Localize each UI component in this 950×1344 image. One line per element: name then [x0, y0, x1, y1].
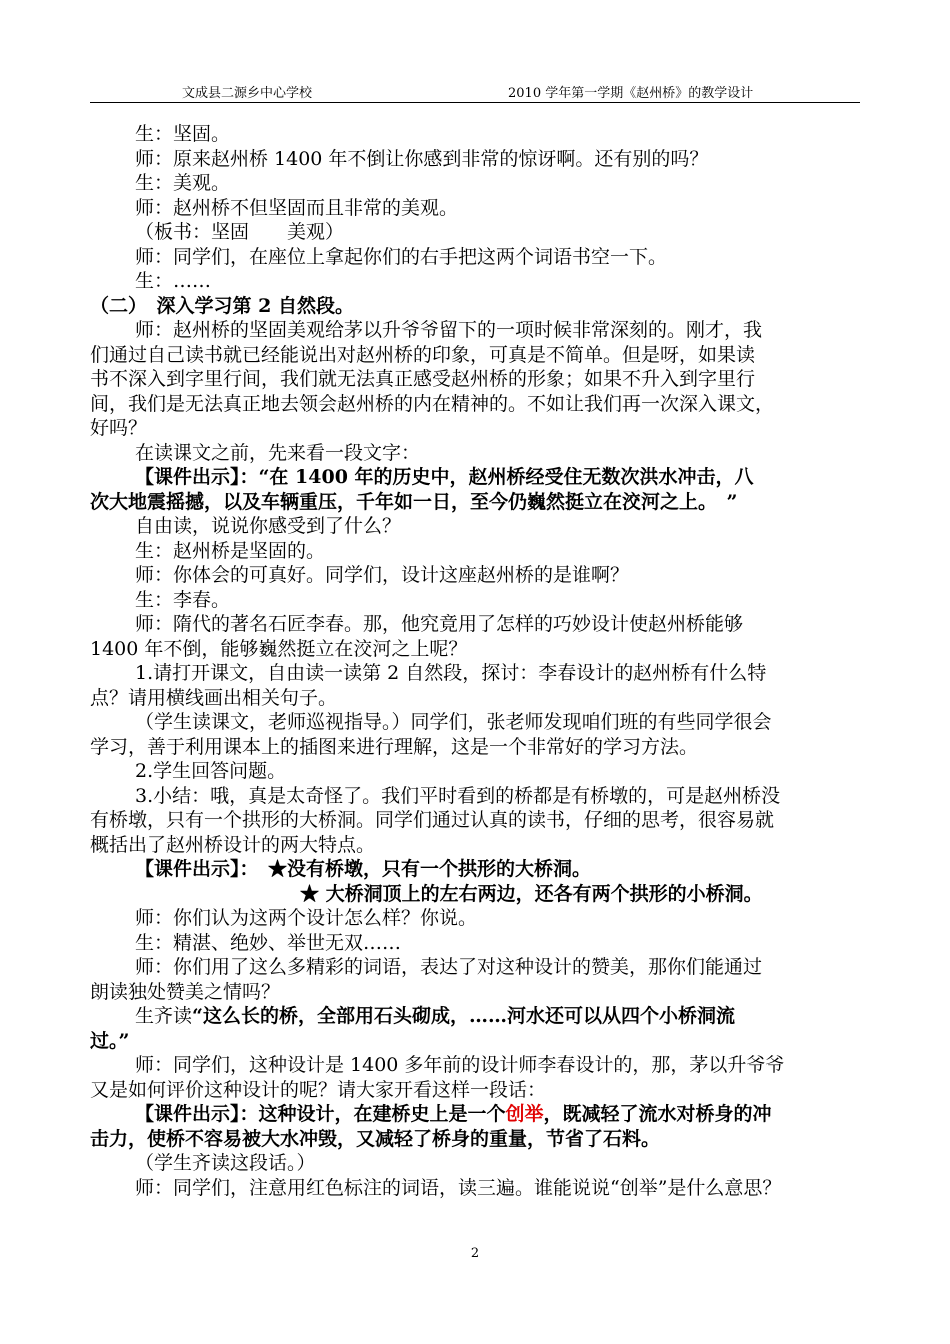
text-segment: 师：同学们，在座位上拿起你们的右手把这两个词语书空一下。	[135, 245, 668, 268]
text-segment: 生：……	[135, 270, 212, 292]
text-line	[90, 857, 862, 882]
text-line	[90, 980, 862, 1005]
text-line	[90, 661, 862, 686]
text-line	[90, 563, 862, 588]
text-segment: （学生读课文，老师巡视指导。）同学们，张老师发现咱们班的有些同学很会	[135, 711, 772, 733]
text-segment: ★ 大桥洞顶上的左右两边，还各有两个拱形的小桥洞。	[300, 882, 763, 905]
text-segment: 概括出了赵州桥设计的两大特点。	[90, 833, 376, 856]
text-line	[90, 245, 862, 270]
text-segment: 生：李春。	[135, 588, 231, 611]
text-segment: 过。”	[90, 1029, 130, 1052]
text-segment: 好吗？	[90, 417, 148, 439]
text-segment: 生：美观。	[135, 172, 231, 194]
text-line	[90, 612, 862, 637]
text-segment: 师：赵州桥的坚固美观给茅以升爷爷留下的一项时候非常深刻的。刚才，我	[135, 319, 763, 341]
text-line	[90, 122, 862, 147]
text-segment: 1.请打开课文，自由读一读第 2 自然段，探讨：李春设计的赵州桥有什么特	[135, 662, 767, 684]
text-line	[90, 318, 862, 343]
page-header	[90, 80, 860, 103]
text-line	[90, 171, 862, 196]
text-segment: 【课件出示】：“在 1400 年的历史中，赵州桥经受住无数次洪水冲击，八	[135, 466, 754, 488]
text-segment: 师：原来赵州桥 1400 年不倒让你感到非常的惊讶啊。还有别的吗？	[135, 147, 709, 170]
text-line	[90, 1004, 862, 1029]
text-line	[90, 833, 862, 858]
text-line	[90, 465, 862, 490]
text-line	[90, 1053, 862, 1078]
text-segment: 又是如何评价这种设计的呢？请大家开看这样一段话：	[90, 1078, 547, 1101]
text-segment: 3.小结：哦，真是太奇怪了。我们平时看到的桥都是有桥墩的，可是赵州桥没	[135, 784, 781, 807]
text-segment: （二） 深入学习第 2 自然段。	[90, 294, 354, 317]
text-line	[90, 1102, 862, 1127]
text-segment: 次大地震摇撼，以及车辆重压，千年如一日，至今仍巍然挺立在洨河之上。 ”	[90, 490, 738, 513]
highlighted-term: 创举	[505, 1103, 544, 1125]
text-segment: 击力，使桥不容易被大水冲毁，又减轻了桥身的重量，节省了石料。	[90, 1127, 661, 1150]
text-line	[90, 882, 862, 907]
text-line	[90, 1151, 862, 1176]
text-line	[90, 1176, 862, 1201]
text-line	[90, 294, 862, 319]
text-segment: 师：你们认为这两个设计怎么样？你说。	[135, 907, 478, 929]
text-line	[90, 147, 862, 172]
text-segment: “这么长的桥，全部用石头砌成，……河水还可以从四个小桥洞流	[192, 1005, 735, 1027]
text-segment: 间，我们是无法真正地去领会赵州桥的内在精神的。不如让我们再一次深入课文，	[90, 392, 775, 415]
text-segment: 朗读独处赞美之情吗？	[90, 980, 281, 1003]
text-segment: 们通过自己读书就已经能说出对赵州桥的印象，可真是不简单。但是呀，如果读	[90, 343, 756, 366]
text-line	[90, 735, 862, 760]
text-segment: 1400 年不倒，能够巍然挺立在洨河之上呢？	[90, 637, 468, 660]
text-line	[90, 416, 862, 441]
text-line	[90, 539, 862, 564]
text-line	[90, 759, 862, 784]
text-segment: 【课件出示】：这种设计，在建桥史上是一个	[135, 1103, 506, 1125]
text-segment: 师：你们用了这么多精彩的词语，表达了对这种设计的赞美，那你们能通过	[135, 956, 763, 978]
text-segment: （板书：坚固 美观）	[135, 221, 345, 243]
page-number: 2	[470, 1246, 480, 1261]
header-school: 文成县二源乡中心学校	[182, 86, 313, 101]
header-title: 2010 学年第一学期《赵州桥》的教学设计	[508, 86, 754, 101]
text-line	[90, 343, 862, 368]
text-segment: 生齐读	[135, 1005, 193, 1027]
text-segment: （学生齐读这段话。）	[135, 1152, 316, 1174]
text-line	[90, 1029, 862, 1054]
text-line	[90, 514, 862, 539]
text-segment: 有桥墩，只有一个拱形的大桥洞。同学们通过认真的读书，仔细的思考，很容易就	[90, 809, 775, 831]
text-line	[90, 220, 862, 245]
text-segment: 生：精湛、绝妙、举世无双……	[135, 931, 402, 954]
text-line	[90, 1127, 862, 1152]
text-line	[90, 906, 862, 931]
text-line	[90, 931, 862, 956]
text-segment: 书不深入到字里行间，我们就无法真正感受赵州桥的形象；如果不升入到字里行	[90, 368, 756, 390]
text-segment: 在读课文之前，先来看一段文字：	[135, 441, 421, 464]
text-segment: 师：你体会的可真好。同学们，设计这座赵州桥的是谁啊？	[135, 564, 630, 586]
text-line	[90, 955, 862, 980]
text-line	[90, 269, 862, 294]
text-segment: 师：赵州桥不但坚固而且非常的美观。	[135, 196, 459, 219]
text-line	[90, 686, 862, 711]
text-segment: 师：同学们，注意用红色标注的词语，读三遍。谁能说说“创举”是什么意思？	[135, 1176, 782, 1199]
text-line	[90, 588, 862, 613]
text-segment: 2.学生回答问题。	[135, 760, 287, 782]
text-segment: 学习，善于利用课本上的插图来进行理解，这是一个非常好的学习方法。	[90, 735, 699, 758]
text-segment: ，既减轻了流水对桥身的冲	[543, 1103, 772, 1125]
text-segment: 【课件出示】： ★没有桥墩，只有一个拱形的大桥洞。	[135, 858, 592, 880]
text-line	[90, 441, 862, 466]
text-line	[90, 637, 862, 662]
text-segment: 师：隋代的著名石匠李春。那，他究竟用了怎样的巧妙设计使赵州桥能够	[135, 613, 744, 635]
text-line	[90, 784, 862, 809]
text-segment: 自由读，说说你感受到了什么？	[135, 515, 402, 537]
text-segment: 生：坚固。	[135, 123, 231, 145]
text-line	[90, 1078, 862, 1103]
text-line	[90, 392, 862, 417]
text-segment: 点？请用横线画出相关句子。	[90, 686, 338, 709]
text-line	[90, 710, 862, 735]
text-line	[90, 490, 862, 515]
text-line	[90, 808, 862, 833]
document-body	[90, 122, 862, 1200]
text-line	[90, 367, 862, 392]
text-segment: 生：赵州桥是坚固的。	[135, 539, 326, 562]
text-line	[90, 196, 862, 221]
text-segment: 师：同学们，这种设计是 1400 多年前的设计师李春设计的，那，茅以升爷爷	[135, 1054, 785, 1076]
